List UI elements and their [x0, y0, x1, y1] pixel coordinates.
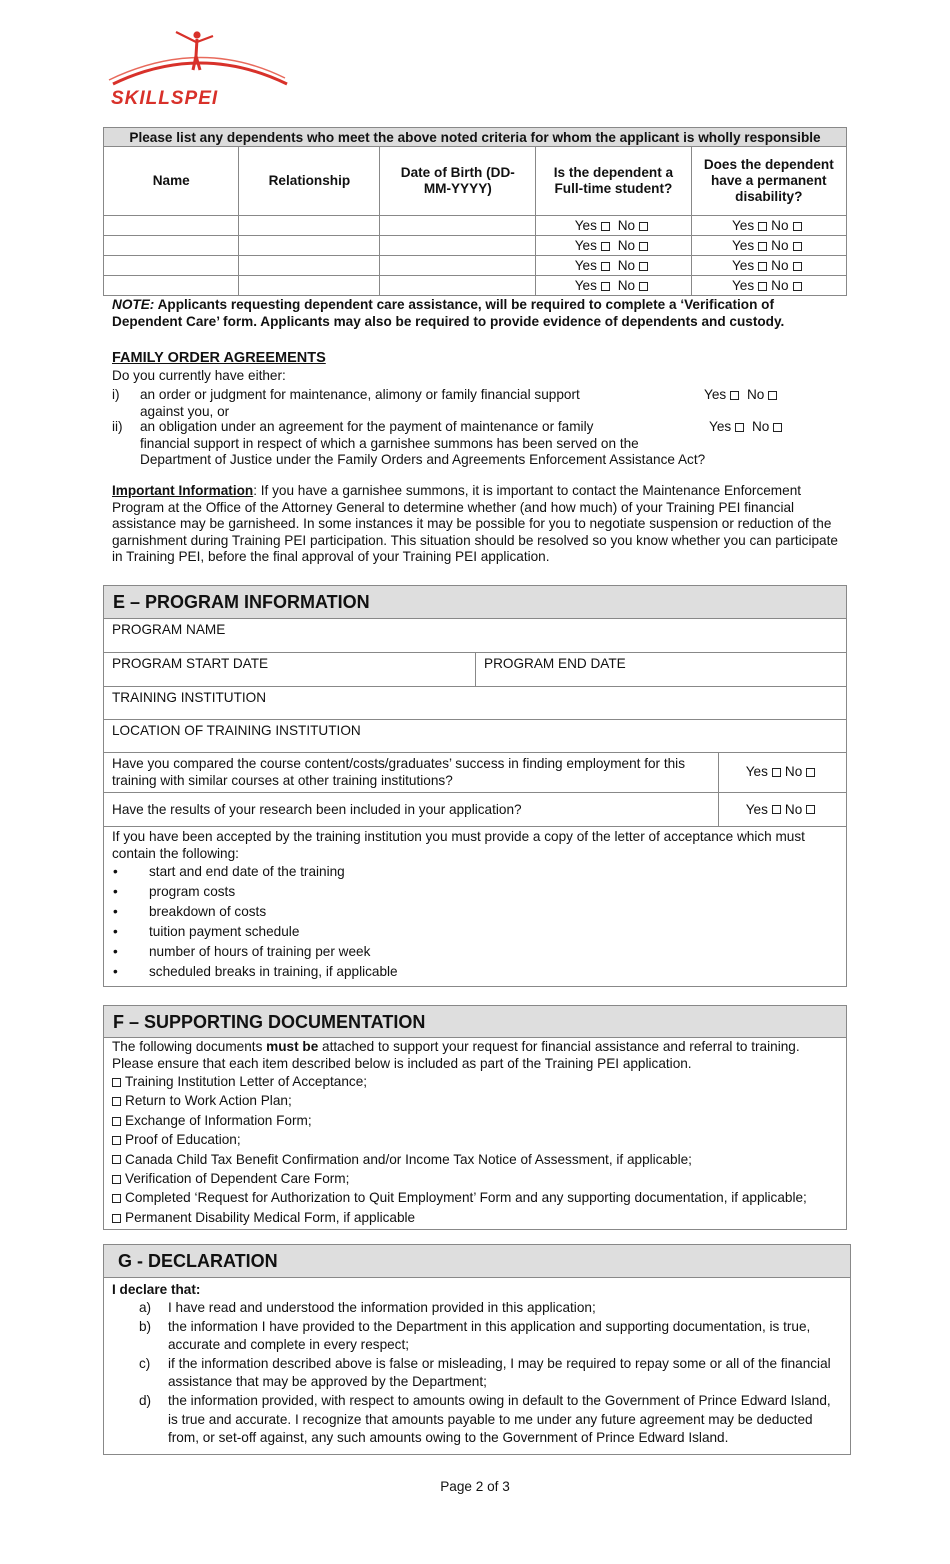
list-item: • program costs — [112, 882, 838, 902]
institution-label: TRAINING INSTITUTION — [112, 690, 267, 705]
list-item: • breakdown of costs — [112, 902, 838, 922]
no-checkbox[interactable] — [793, 282, 802, 291]
list-item: • start and end date of the training — [112, 862, 838, 882]
document-checkbox[interactable] — [112, 1155, 121, 1164]
document-item: Completed ‘Request for Authorization to Quit Employment’ Form and any supporting documentation, if applicable; — [112, 1188, 838, 1207]
yes-checkbox[interactable] — [758, 282, 767, 291]
relationship-cell[interactable] — [239, 236, 380, 256]
list-item: • tuition payment schedule — [112, 922, 838, 942]
no-checkbox[interactable] — [639, 282, 648, 291]
no-checkbox[interactable] — [806, 768, 815, 777]
document-item: Exchange of Information Form; — [112, 1111, 838, 1130]
yes-checkbox[interactable] — [601, 282, 610, 291]
col-dob: Date of Birth (DD-MM-YYYY) — [380, 147, 536, 216]
supporting-documents-intro: The following documents must be attached to support your request for financial assistance and referral to training. Please ensure that each item described below is included as part of the Training PEI application. — [112, 1039, 800, 1071]
list-item: • number of hours of training per week — [112, 942, 838, 962]
no-checkbox[interactable] — [768, 391, 777, 400]
compared-courses-row — [104, 753, 846, 793]
item-line: against you, or — [140, 403, 230, 419]
section-e-title: E – PROGRAM INFORMATION — [104, 586, 846, 619]
disability-yes-no: Yes No — [691, 216, 846, 236]
document-item: Canada Child Tax Benefit Confirmation and/or Income Tax Notice of Assessment, if applicable; — [112, 1150, 838, 1169]
col-student: Is the dependent a Full-time student? — [536, 147, 691, 216]
acceptance-intro: If you have been accepted by the training institution you must provide a copy of the letter of acceptance which must contain the following: — [112, 829, 805, 861]
student-yes-no: Yes No — [536, 256, 691, 276]
col-disability: Does the dependent have a permanent disability? — [691, 147, 846, 216]
student-yes-no: Yes No — [536, 236, 691, 256]
yes-checkbox[interactable] — [730, 391, 739, 400]
table-row — [104, 216, 847, 236]
important-text: : If you have a garnishee summons, it is important to contact the Maintenance Enforcement Program at the Office of the Attorney General to determine whether (and how much) of your Training PEI financial assistance may be garnisheed. In some instances it may be possible for you to negotiate suspension or reduction of the garnishment during Training PEI participation. This situation should be resolved so you know whether you can participate in Training PEI, before the final approval of your Training PEI application. — [112, 483, 838, 564]
student-yes-no: Yes No — [536, 216, 691, 236]
yes-checkbox[interactable] — [772, 805, 781, 814]
item-i-yes-no: Yes No — [704, 387, 781, 404]
name-cell[interactable] — [104, 276, 239, 296]
document-item: Proof of Education; — [112, 1130, 838, 1149]
dependents-table — [103, 127, 847, 296]
no-checkbox[interactable] — [639, 242, 648, 251]
yes-checkbox[interactable] — [601, 242, 610, 251]
logo-wordmark: SKILLSPEI — [111, 88, 219, 109]
section-f-title: F – SUPPORTING DOCUMENTATION — [104, 1006, 846, 1038]
dob-cell[interactable] — [380, 276, 536, 296]
relationship-cell[interactable] — [239, 216, 380, 236]
document-checkbox[interactable] — [112, 1117, 121, 1126]
document-checkbox[interactable] — [112, 1078, 121, 1087]
family-orders-intro: Do you currently have either: — [112, 368, 286, 383]
list-item: • scheduled breaks in training, if applicable — [112, 962, 838, 982]
person-arc-logo-icon — [105, 22, 295, 92]
disability-yes-no: Yes No — [691, 256, 846, 276]
research-included-yes-no: Yes No — [718, 793, 846, 826]
section-g-title: G - DECLARATION — [104, 1245, 850, 1278]
name-cell[interactable] — [104, 236, 239, 256]
document-item: Return to Work Action Plan; — [112, 1091, 838, 1110]
dob-cell[interactable] — [380, 216, 536, 236]
document-item: Training Institution Letter of Acceptance; — [112, 1072, 838, 1091]
table-row — [104, 276, 847, 296]
yes-checkbox[interactable] — [735, 423, 744, 432]
disability-yes-no: Yes No — [691, 236, 846, 256]
no-checkbox[interactable] — [773, 423, 782, 432]
yes-checkbox[interactable] — [601, 222, 610, 231]
student-yes-no: Yes No — [536, 276, 691, 296]
skillspei-logo — [105, 22, 295, 114]
item-ii-yes-no: Yes No — [709, 419, 786, 436]
relationship-cell[interactable] — [239, 256, 380, 276]
acceptance-letter-requirements — [104, 827, 846, 986]
col-name: Name — [104, 147, 239, 216]
table-row — [104, 256, 847, 276]
yes-checkbox[interactable] — [601, 262, 610, 271]
document-item: Permanent Disability Medical Form, if applicable — [112, 1208, 838, 1227]
item-line: an order or judgment for maintenance, alimony or family financial support — [140, 387, 580, 402]
no-checkbox[interactable] — [639, 262, 648, 271]
location-label: LOCATION OF TRAINING INSTITUTION — [112, 723, 361, 738]
declaration-item: a) I have read and understood the information provided in this application; — [139, 1300, 596, 1315]
declaration-item: b) the information I have provided to the Department in this application and supporting documentation, is true, accurate and complete in every respect; — [139, 1318, 811, 1353]
dob-cell[interactable] — [380, 256, 536, 276]
institution-location-field[interactable] — [104, 720, 846, 753]
col-relationship: Relationship — [239, 147, 380, 216]
declaration-body — [104, 1278, 850, 1454]
document-checkbox[interactable] — [112, 1175, 121, 1184]
supporting-documents-body — [104, 1038, 846, 1229]
program-name-label: PROGRAM NAME — [112, 622, 226, 637]
name-cell[interactable] — [104, 216, 239, 236]
disability-yes-no: Yes No — [691, 276, 846, 296]
end-date-label: PROGRAM END DATE — [484, 656, 626, 671]
section-supporting-documentation — [103, 1005, 847, 1230]
declaration-item: c) if the information described above is false or misleading, I may be required to repay some or all of the financial assistance that may be approved by the Department; — [139, 1355, 831, 1390]
declaration-item: d) the information provided, with respect to amounts owing in default to the Government of Prince Edward Island, is true and accurate. I recognize that amounts payable to me under any future agreement may be deducted from, or set-off against, any such amounts owing to the Government of Prince Edward Island. — [139, 1392, 831, 1446]
declaration-lead: I declare that: — [112, 1282, 201, 1297]
no-checkbox[interactable] — [793, 222, 802, 231]
important-label: Important Information — [112, 483, 254, 498]
no-checkbox[interactable] — [639, 222, 648, 231]
training-institution-field[interactable] — [104, 687, 846, 720]
document-checkbox[interactable] — [112, 1136, 121, 1145]
no-checkbox[interactable] — [806, 805, 815, 814]
no-checkbox[interactable] — [793, 262, 802, 271]
relationship-cell[interactable] — [239, 276, 380, 296]
item-number: i) — [112, 387, 120, 402]
yes-checkbox[interactable] — [772, 768, 781, 777]
family-order-item-ii — [112, 419, 832, 469]
document-item: Verification of Dependent Care Form; — [112, 1169, 838, 1188]
research-included-question: Have the results of your research been included in your application? — [112, 802, 522, 817]
dob-cell[interactable] — [380, 236, 536, 256]
page-number: Page 2 of 3 — [440, 1479, 510, 1494]
item-line: an obligation under an agreement for the payment of maintenance or family — [140, 419, 594, 434]
section-declaration — [103, 1244, 851, 1455]
table-row — [104, 236, 847, 256]
compared-courses-yes-no: Yes No — [718, 753, 846, 792]
item-line: Department of Justice under the Family Orders and Agreements Enforcement Assistance Act? — [140, 452, 706, 467]
research-included-row — [104, 793, 846, 827]
dependents-caption: Please list any dependents who meet the above noted criteria for whom the applicant is wholly responsible — [104, 128, 847, 147]
yes-checkbox[interactable] — [758, 222, 767, 231]
program-dates-row — [104, 653, 846, 687]
program-start-date-field[interactable] — [104, 653, 476, 686]
document-checkbox[interactable] — [112, 1194, 121, 1203]
yes-checkbox[interactable] — [758, 242, 767, 251]
family-orders-title: FAMILY ORDER AGREEMENTS — [112, 350, 326, 366]
document-checkbox[interactable] — [112, 1214, 121, 1223]
program-name-field[interactable] — [104, 619, 846, 653]
name-cell[interactable] — [104, 256, 239, 276]
item-line: financial support in respect of which a garnishee summons has been served on the — [140, 435, 639, 451]
section-program-information — [103, 585, 847, 987]
program-end-date-field[interactable] — [476, 653, 846, 686]
family-order-item-i — [112, 387, 832, 420]
no-checkbox[interactable] — [793, 242, 802, 251]
yes-checkbox[interactable] — [758, 262, 767, 271]
start-date-label: PROGRAM START DATE — [112, 656, 269, 671]
item-number: ii) — [112, 419, 123, 434]
dependent-care-note — [112, 297, 832, 330]
note-text: Applicants requesting dependent care assistance, will be required to complete a ‘Verification of Dependent Care’ form. Applicants may also be required to provide evidence of dependents and custody. — [112, 297, 785, 329]
note-label: NOTE: — [112, 297, 155, 312]
document-checkbox[interactable] — [112, 1097, 121, 1106]
important-information — [112, 483, 840, 566]
compared-courses-question: Have you compared the course content/costs/graduates’ success in finding employment for this training with similar courses at other training institutions? — [112, 756, 685, 788]
